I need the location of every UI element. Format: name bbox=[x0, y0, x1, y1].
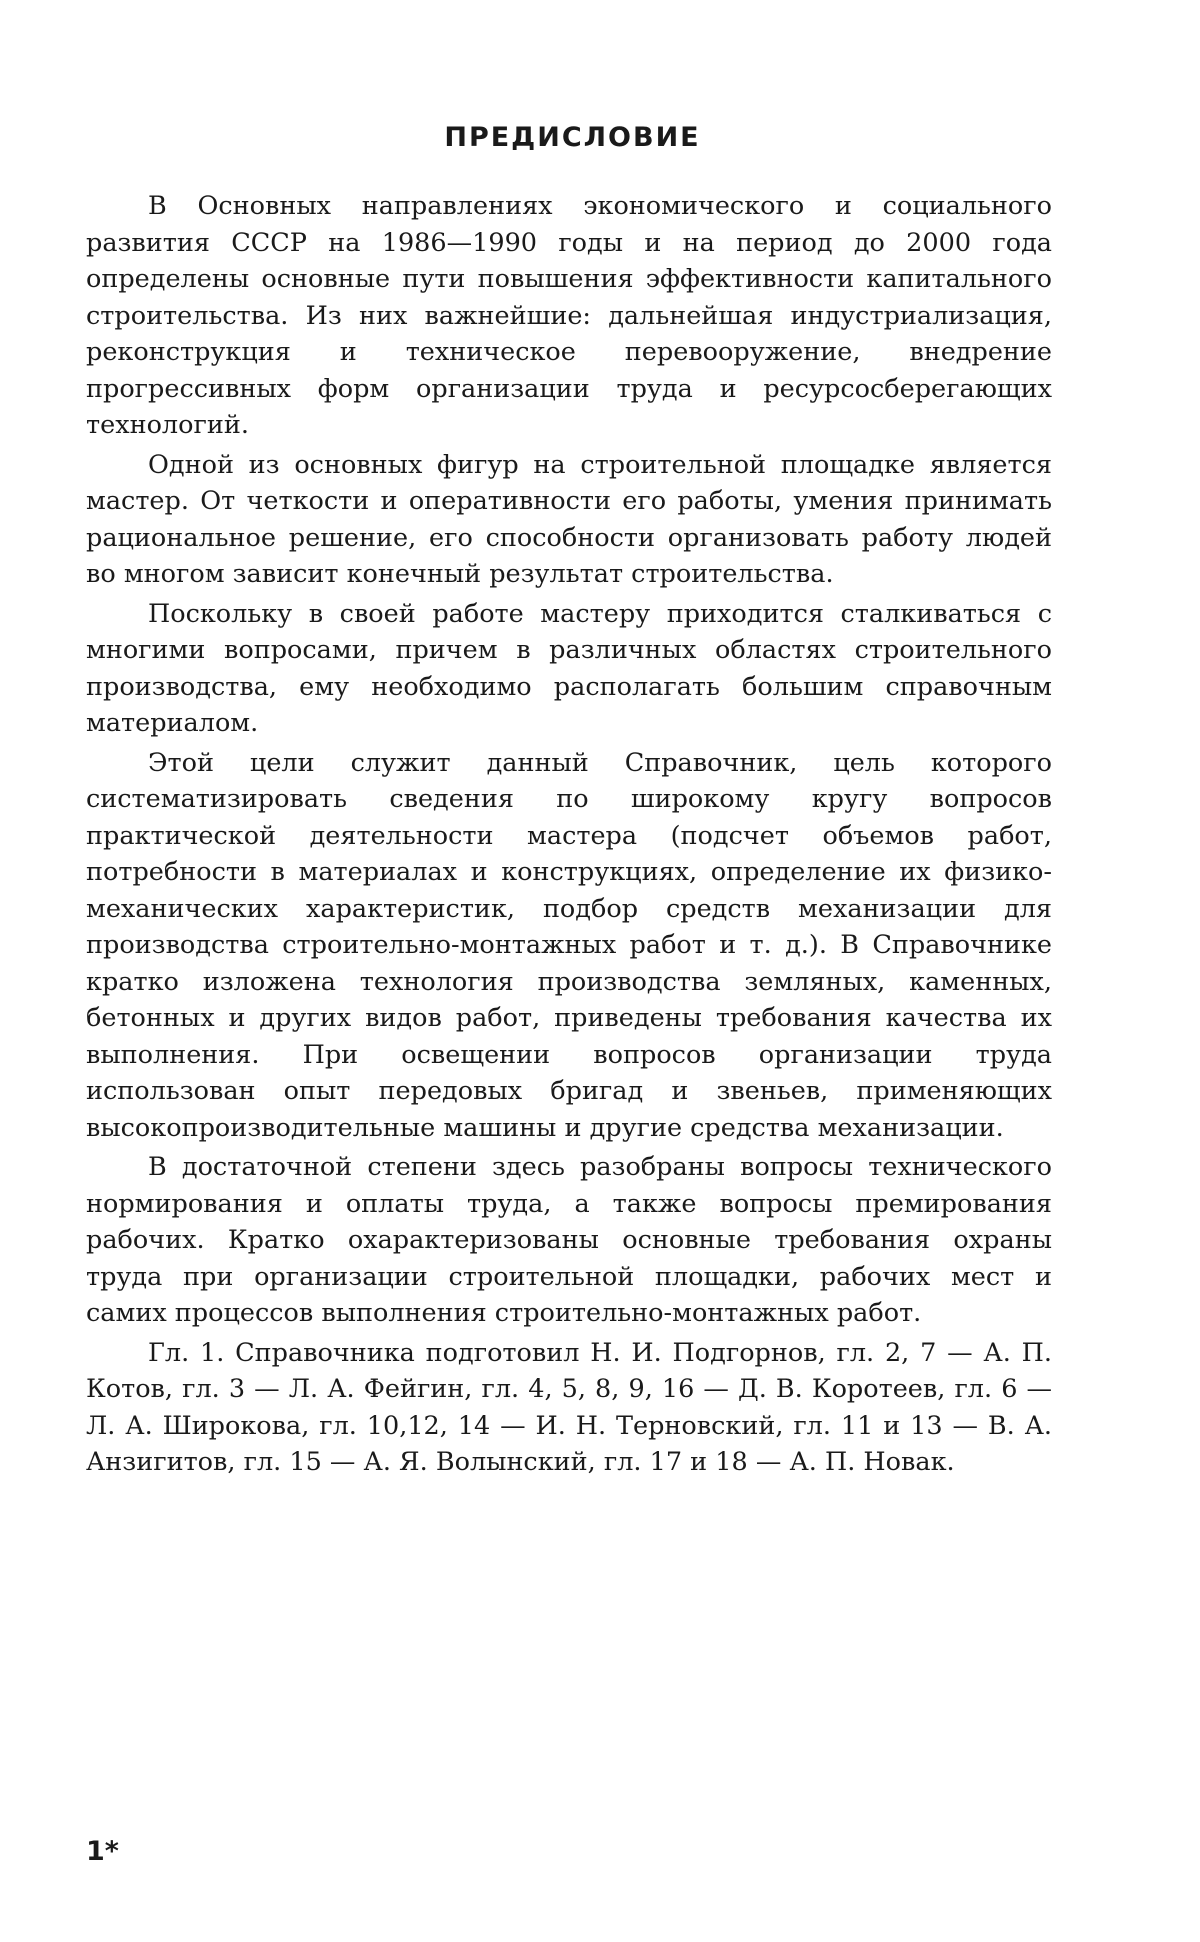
paragraph: Одной из основных фигур на строительной площадке является мастер. От четкости и оперативности его работы, умения принимать рациональное решение, его способности организовать работу людей во многом зависит конечный результат строительства. bbox=[86, 449, 1052, 589]
paragraph: Этой цели служит данный Справочник, цель которого систематизировать сведения по широкому кругу вопросов практической деятельности мастера (подсчет объемов работ, потребности в материалах и конструкциях, определение их физико-механических характеристик, подбор средств механизации для производства строительно-монтажных работ и т. д.). В Справочнике кратко изложена технология производства земляных, каменных, бетонных и других видов работ, приведены требования качества их выполнения. При освещении вопросов организации труда использован опыт передовых бригад и звеньев, применяющих высокопроизводительные машины и другие средства механизации. bbox=[86, 747, 1052, 1143]
paragraph: Поскольку в своей работе мастеру приходится сталкиваться с многими вопросами, причем в различных областях строительного производства, ему необходимо располагать большим справочным материалом. bbox=[86, 598, 1052, 738]
page-title: ПРЕДИСЛОВИЕ bbox=[444, 122, 701, 153]
paragraph: Гл. 1. Справочника подготовил Н. И. Подгорнов, гл. 2, 7 — А. П. Котов, гл. 3 — Л. А. Фейгин, гл. 4, 5, 8, 9, 16 — Д. В. Коротеев, гл. 6 — Л. А. Широкова, гл. 10,12, 14 — И. Н. Терновский, гл. 11 и 13 — В. А. Анзигитов, гл. 15 — А. Я. Волынский, гл. 17 и 18 — А. П. Новак. bbox=[86, 1337, 1052, 1477]
paragraph: В достаточной степени здесь разобраны вопросы технического нормирования и оплаты труда, а также вопросы премирования рабочих. Кратко охарактеризованы основные требования охраны труда при организации строительной площадки, рабочих мест и самих процессов выполнения строительно-монтажных работ. bbox=[86, 1152, 1052, 1328]
preface-body bbox=[86, 188, 1052, 1481]
paragraph: В Основных направлениях экономического и социального развития СССР на 1986—1990 годы и на период до 2000 года определены основные пути повышения эффективности капитального строительства. Из них важнейшие: дальнейшая индустриализация, реконструкция и техническое перевооружение, внедрение прогрессивных форм организации труда и ресурсосберегающих технологий. bbox=[86, 191, 1052, 440]
page-number: 1* bbox=[86, 1836, 119, 1867]
